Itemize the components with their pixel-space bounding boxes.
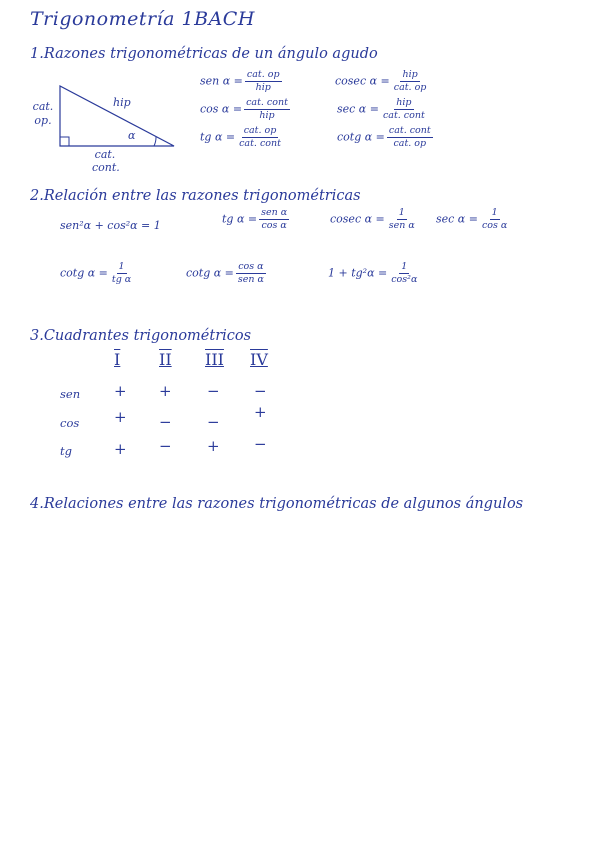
- section-3-heading: 3.Cuadrantes trigonométricos: [30, 328, 252, 344]
- formula-cosec: cosec α = $\frac{\text{hip}}{\text{cat. op}}$: [335, 69, 427, 93]
- label-opposite-side: cat. op.: [32, 100, 54, 127]
- sign-sen-q4: −: [254, 382, 267, 400]
- formula-cotg-reciprocal: cotg α = $\frac{1}{\text{tg α}}$: [60, 261, 132, 285]
- sign-sen-q1: +: [114, 382, 127, 400]
- sign-sen-q2: +: [159, 382, 172, 400]
- sign-tg-q3: +: [207, 437, 220, 455]
- page-title: Trigonometría 1BACH: [30, 8, 255, 30]
- sign-sen-q3: −: [207, 382, 220, 400]
- sign-cos-q3: −: [207, 413, 220, 431]
- formula-cotg-quotient: cotg α = $\frac{\text{cos α}}{\text{sen α}}$: [186, 261, 264, 285]
- quadrant-header-2: II: [159, 350, 172, 369]
- row-label-cos: cos: [60, 416, 80, 430]
- label-adjacent-side: cat. cont.: [92, 148, 120, 174]
- label-hypotenuse: hip: [113, 96, 131, 109]
- formula-tg-secant-identity: 1 + tg²α = $\frac{1}{\text{cos²α}}$: [328, 261, 418, 285]
- section-2-heading: 2.Relación entre las razones trigonométricas: [30, 188, 361, 204]
- sign-tg-q1: +: [114, 440, 127, 458]
- formula-tg-quotient: tg α = $\frac{\text{sen α}}{\text{cos α}}$: [222, 207, 288, 231]
- formula-sec: sec α = $\frac{\text{hip}}{\text{cat. cont}}$: [337, 97, 425, 121]
- quadrant-header-1: I: [114, 350, 121, 369]
- section-1-heading: 1.Razones trigonométricas de un ángulo agudo: [30, 46, 378, 62]
- formula-cos: cos α = $\frac{\text{cat. cont}}{\text{hip}}$: [200, 97, 288, 121]
- section-4-heading: 4.Relaciones entre las razones trigonométricas de algunos ángulos: [30, 496, 524, 512]
- row-label-sen: sen: [60, 387, 81, 401]
- formula-sec-reciprocal: sec α = $\frac{1}{\text{cos α}}$: [436, 207, 508, 231]
- sign-tg-q2: −: [159, 437, 172, 455]
- sign-cos-q1: +: [114, 408, 127, 426]
- formula-pythagorean: sen²α + cos²α = 1: [60, 219, 161, 232]
- formula-tg: tg α = $\frac{\text{cat. op}}{\text{cat. cont}}$: [200, 125, 281, 149]
- quadrant-header-4: IV: [250, 350, 268, 369]
- formula-cosec-reciprocal: cosec α = $\frac{1}{\text{sen α}}$: [330, 207, 415, 231]
- label-angle: α: [128, 129, 136, 142]
- right-triangle-figure: [52, 82, 182, 154]
- quadrant-header-3: III: [205, 350, 224, 369]
- row-label-tg: tg: [60, 444, 72, 458]
- sign-cos-q2: −: [159, 413, 172, 431]
- sign-cos-q4: +: [254, 403, 267, 421]
- formula-sen: sen α = $\frac{\text{cat. op}}{\text{hip}}$: [200, 69, 280, 93]
- formula-cotg: cotg α = $\frac{\text{cat. cont}}{\text{cat. op}}$: [337, 125, 431, 149]
- sign-tg-q4: −: [254, 435, 267, 453]
